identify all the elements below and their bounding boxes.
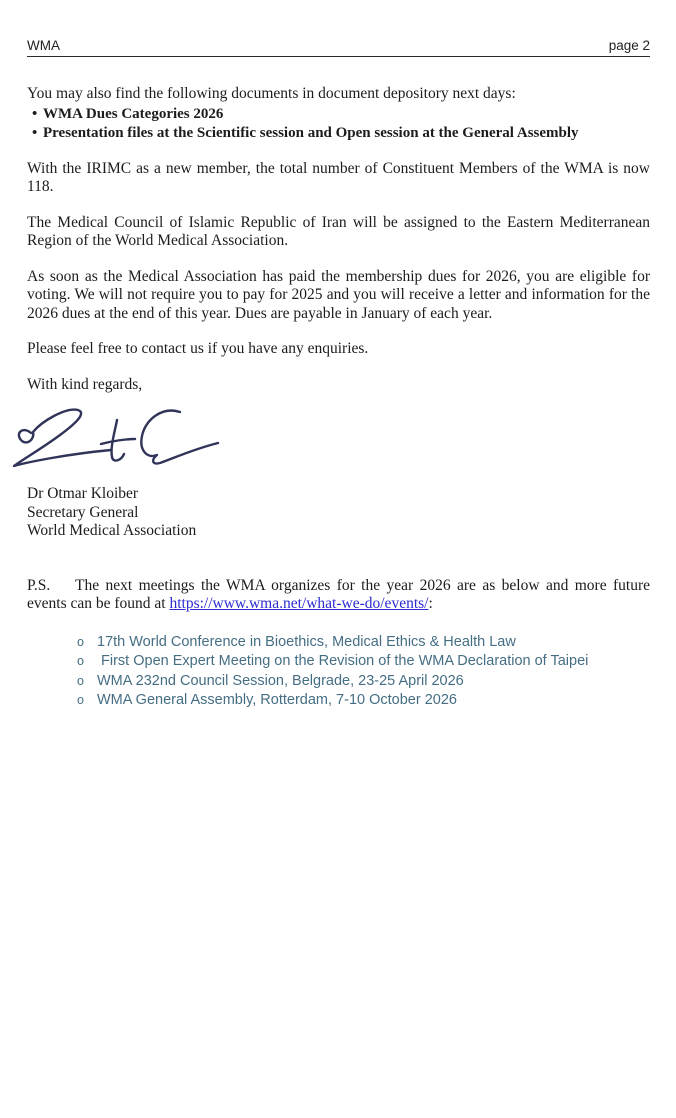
body-paragraph: Please feel free to contact us if you have any enquiries. bbox=[27, 340, 369, 357]
body-paragraph: With the IRIMC as a new member, the total number of Constituent Members of the WMA is now 118. bbox=[27, 159, 650, 195]
signer-organization: World Medical Association bbox=[27, 522, 197, 539]
handwritten-signature-image bbox=[10, 403, 222, 479]
event-label: First Open Expert Meeting on the Revision of the WMA Declaration of Taipei bbox=[97, 653, 589, 669]
event-item bbox=[77, 691, 650, 711]
page-number: page 2 bbox=[608, 38, 650, 53]
header-org-label: WMA bbox=[27, 38, 60, 53]
events-link[interactable]: https://www.wma.net/what-we-do/events/ bbox=[169, 595, 429, 612]
event-item bbox=[77, 652, 650, 672]
ps-label: P.S. bbox=[27, 576, 51, 594]
event-item bbox=[77, 672, 650, 692]
list-item-label: Presentation files at the Scientific session and Open session at the General Assembly bbox=[43, 124, 579, 141]
list-item bbox=[27, 105, 650, 124]
ps-colon: : bbox=[428, 595, 433, 612]
body-paragraph: As soon as the Medical Association has paid the membership dues for 2026, you are eligible for voting. We will not require you to pay for 2025 and you will receive a letter and information for the 2026 dues at the end of this year. Dues are payable in January of each year. bbox=[27, 267, 650, 322]
document-list bbox=[27, 105, 650, 143]
circle-bullet-icon: o bbox=[77, 673, 84, 688]
signature-block bbox=[27, 485, 650, 541]
postscript-paragraph bbox=[27, 577, 650, 614]
signature bbox=[10, 403, 222, 479]
list-item bbox=[27, 124, 650, 143]
circle-bullet-icon: o bbox=[77, 654, 84, 668]
event-label: WMA 232nd Council Session, Belgrade, 23-25 April 2026 bbox=[97, 672, 464, 689]
events-list bbox=[77, 633, 650, 711]
body-paragraph: The Medical Council of Islamic Republic of Iran will be assigned to the Eastern Mediterranean Region of the World Medical Association. bbox=[27, 213, 650, 249]
event-item bbox=[77, 633, 650, 653]
letter-page bbox=[0, 38, 676, 1118]
closing-line: With kind regards, bbox=[27, 375, 143, 393]
event-label: WMA General Assembly, Rotterdam, 7-10 October 2026 bbox=[97, 692, 457, 708]
signer-title: Secretary General bbox=[27, 503, 139, 521]
event-label: 17th World Conference in Bioethics, Medical Ethics & Health Law bbox=[97, 633, 516, 650]
intro-paragraph: You may also find the following documents in document depository next days: bbox=[27, 85, 516, 102]
ps-text: The next meetings the WMA organizes for the year 2026 are as below and more future events can be found at bbox=[27, 576, 650, 612]
list-item-label: WMA Dues Categories 2026 bbox=[43, 105, 224, 122]
page-header bbox=[27, 38, 650, 57]
disc-bullet-icon: • bbox=[32, 105, 38, 122]
circle-bullet-icon: o bbox=[77, 634, 84, 649]
circle-bullet-icon: o bbox=[77, 693, 84, 707]
signer-name: Dr Otmar Kloiber bbox=[27, 485, 139, 502]
disc-bullet-icon: • bbox=[32, 124, 38, 141]
